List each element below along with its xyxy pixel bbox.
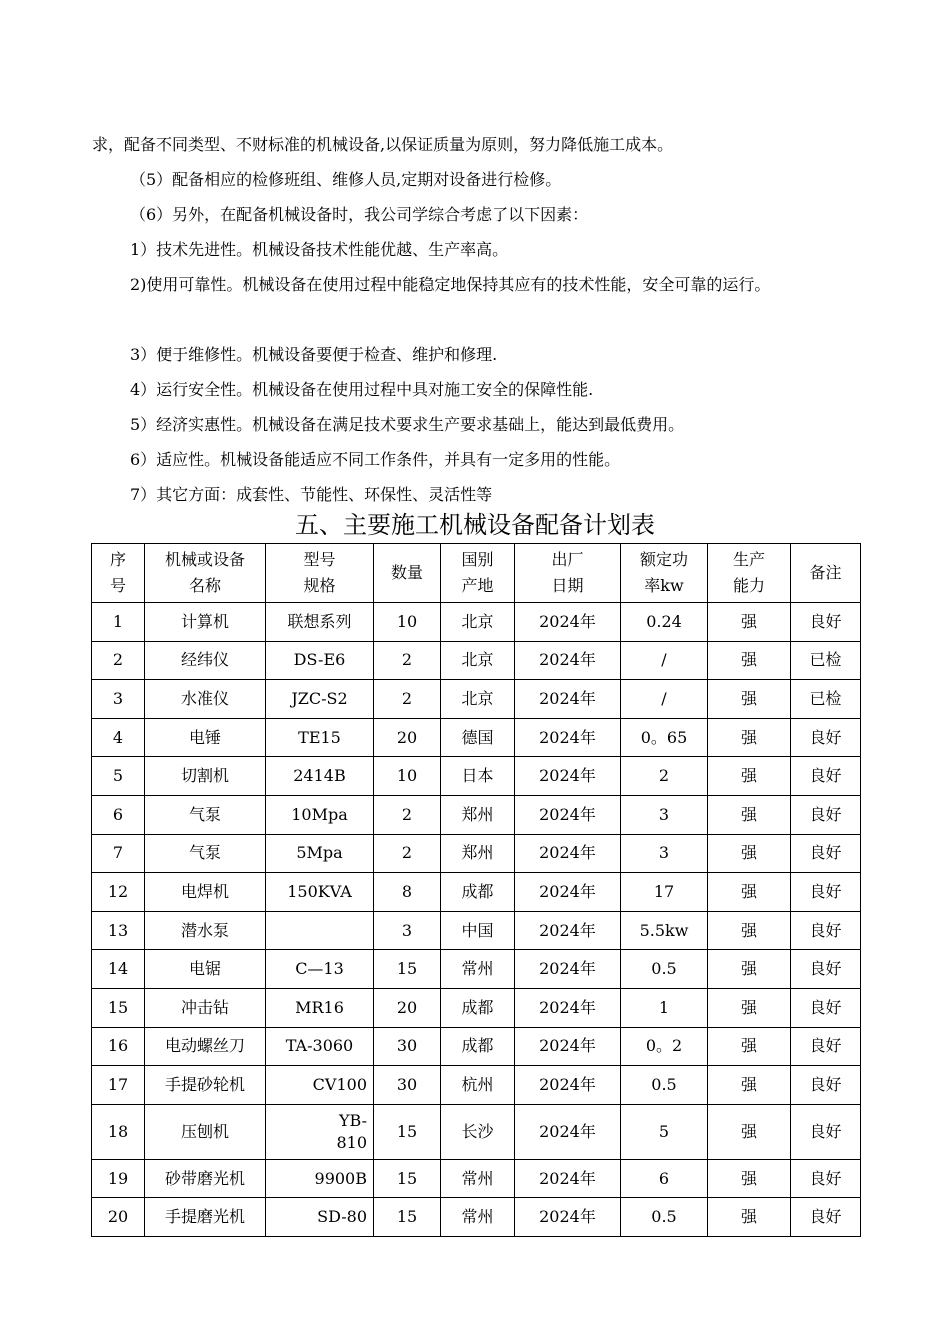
table-cell: 杭州 (441, 1066, 515, 1105)
header-cell (374, 544, 441, 603)
table-cell: 0.5 (621, 1198, 708, 1237)
table-cell: 15 (374, 1198, 441, 1237)
header-cell (92, 544, 145, 603)
table-cell: 强 (708, 834, 791, 873)
table-cell: 电锤 (145, 718, 266, 757)
table-cell: 2024年 (515, 1198, 621, 1237)
table-cell: 1 (621, 988, 708, 1027)
table-cell: 2024年 (515, 950, 621, 989)
table-cell: 常州 (441, 950, 515, 989)
table-cell: CV100 (266, 1066, 374, 1105)
table-cell: 2 (374, 641, 441, 680)
table-cell: 成都 (441, 1027, 515, 1066)
paragraph-factor-5: 5）经济实惠性。机械设备在满足技术要求生产要求基础上，能达到最低费用。 (130, 415, 685, 434)
table-cell: 手提砂轮机 (145, 1066, 266, 1105)
table-cell: 6 (92, 795, 145, 834)
table-cell: 良好 (791, 911, 861, 950)
table-row (92, 834, 861, 873)
table-cell: 强 (708, 680, 791, 719)
table-row (92, 1159, 861, 1198)
table-cell: 良好 (791, 757, 861, 796)
table-row (92, 641, 861, 680)
table-cell: 电焊机 (145, 873, 266, 912)
table-cell: 常州 (441, 1198, 515, 1237)
table-cell: 砂带磨光机 (145, 1159, 266, 1198)
table-cell: 2 (621, 757, 708, 796)
paragraph-factor-6: 6）适应性。机械设备能适应不同工作条件，并具有一定多用的性能。 (130, 450, 621, 469)
table-cell: 潜水泵 (145, 911, 266, 950)
table-cell: TE15 (266, 718, 374, 757)
table-cell: 手提磨光机 (145, 1198, 266, 1237)
table-cell: 16 (92, 1027, 145, 1066)
table-cell: 良好 (791, 1104, 861, 1159)
table-cell: 郑州 (441, 795, 515, 834)
table-cell: 2024年 (515, 757, 621, 796)
paragraph-cost: 求，配备不同类型、不财标准的机械设备,以保证质量为原则，努力降低施工成本。 (92, 135, 674, 154)
table-row (92, 911, 861, 950)
table-cell: 2 (374, 834, 441, 873)
table-cell: 5 (621, 1104, 708, 1159)
table-cell: 强 (708, 1027, 791, 1066)
table-row (92, 603, 861, 642)
table-cell: 3 (92, 680, 145, 719)
table-cell: 10 (374, 757, 441, 796)
table-cell: 0.24 (621, 603, 708, 642)
table-cell: 已检 (791, 680, 861, 719)
table-cell: 8 (374, 873, 441, 912)
table-cell: 中国 (441, 911, 515, 950)
header-line: 额定功 率kw (639, 550, 688, 595)
table-cell: 150KVA (266, 873, 374, 912)
table-cell: 30 (374, 1027, 441, 1066)
table-cell: 良好 (791, 834, 861, 873)
table-cell: 良好 (791, 1198, 861, 1237)
table-row (92, 988, 861, 1027)
header-line: 备注 (809, 563, 842, 582)
table-cell: 3 (621, 795, 708, 834)
table-cell: 成都 (441, 988, 515, 1027)
paragraph-maintenance-team: （5）配备相应的检修班组、维修人员,定期对设备进行检修。 (130, 170, 562, 189)
table-cell: 20 (92, 1198, 145, 1237)
table-cell: 切割机 (145, 757, 266, 796)
table-cell: 3 (374, 911, 441, 950)
header-line: 型号 规格 (303, 550, 336, 595)
table-cell: 强 (708, 911, 791, 950)
table-cell: 18 (92, 1104, 145, 1159)
table-row (92, 1104, 861, 1159)
table-cell: 0.5 (621, 1066, 708, 1105)
table-cell: 联想系列 (266, 603, 374, 642)
table-cell: 强 (708, 950, 791, 989)
header-cell (145, 544, 266, 603)
header-line: 出厂 日期 (551, 550, 584, 595)
table-cell: 6 (621, 1159, 708, 1198)
table-row (92, 950, 861, 989)
table-cell: 压刨机 (145, 1104, 266, 1159)
table-cell: 强 (708, 795, 791, 834)
table-cell: 德国 (441, 718, 515, 757)
table-row (92, 1198, 861, 1237)
table-cell: 2024年 (515, 911, 621, 950)
table-cell: 17 (621, 873, 708, 912)
table-cell: 9900B (266, 1159, 374, 1198)
paragraph-factor-4: 4）运行安全性。机械设备在使用过程中具对施工安全的保障性能. (130, 380, 594, 399)
table-cell: / (621, 680, 708, 719)
table-cell: 常州 (441, 1159, 515, 1198)
table-title: 五、主要施工机械设备配备计划表 (295, 511, 655, 539)
table-cell: 3 (621, 834, 708, 873)
table-cell: 强 (708, 1159, 791, 1198)
table-cell: 10 (374, 603, 441, 642)
table-cell: 30 (374, 1066, 441, 1105)
table-cell: 2024年 (515, 1159, 621, 1198)
table-cell: 2024年 (515, 718, 621, 757)
table-cell (266, 911, 374, 950)
table-cell: MR16 (266, 988, 374, 1027)
table-cell: 0。65 (621, 718, 708, 757)
table-row (92, 795, 861, 834)
header-cell (266, 544, 374, 603)
table-cell: 10Mpa (266, 795, 374, 834)
table-cell: 计算机 (145, 603, 266, 642)
table-cell: 2024年 (515, 988, 621, 1027)
table-cell: 13 (92, 911, 145, 950)
table-cell: 强 (708, 1104, 791, 1159)
table-cell: 强 (708, 988, 791, 1027)
header-cell (515, 544, 621, 603)
table-cell: 5.5kw (621, 911, 708, 950)
table-cell: 5 (92, 757, 145, 796)
header-cell (708, 544, 791, 603)
table-cell: 2024年 (515, 680, 621, 719)
table-cell: 北京 (441, 603, 515, 642)
table-cell: 良好 (791, 950, 861, 989)
table-cell: 郑州 (441, 834, 515, 873)
table-cell: 5Mpa (266, 834, 374, 873)
table-cell: 2024年 (515, 641, 621, 680)
table-cell: 2024年 (515, 873, 621, 912)
table-cell: 电锯 (145, 950, 266, 989)
table-row (92, 873, 861, 912)
table-cell: 14 (92, 950, 145, 989)
table-cell: 2024年 (515, 1066, 621, 1105)
table-cell: JZC-S2 (266, 680, 374, 719)
table-cell: 成都 (441, 873, 515, 912)
paragraph-factors-intro: （6）另外，在配备机械设备时，我公司学综合考虑了以下因素： (130, 205, 589, 224)
table-cell: 良好 (791, 988, 861, 1027)
table-cell: 12 (92, 873, 145, 912)
table-cell: 气泵 (145, 795, 266, 834)
table-row (92, 680, 861, 719)
paragraph-factor-3: 3）便于维修性。机械设备要便于检查、维护和修理. (130, 345, 498, 364)
table-cell: 2 (374, 680, 441, 719)
table-cell: 良好 (791, 795, 861, 834)
table-cell: 强 (708, 1198, 791, 1237)
table-cell: 15 (92, 988, 145, 1027)
table-cell: TA-3060 (266, 1027, 374, 1066)
table-cell: 15 (374, 1159, 441, 1198)
table-header-row (92, 544, 861, 603)
table-cell: C—13 (266, 950, 374, 989)
table-row (92, 757, 861, 796)
header-cell (621, 544, 708, 603)
table-cell: 强 (708, 1066, 791, 1105)
table-row (92, 718, 861, 757)
header-line: 机械或设备 名称 (164, 550, 245, 595)
table-cell: 良好 (791, 1027, 861, 1066)
table-cell: 强 (708, 641, 791, 680)
table-cell: 2024年 (515, 603, 621, 642)
table-cell: 强 (708, 757, 791, 796)
table-cell: 2 (92, 641, 145, 680)
table-cell: 2 (374, 795, 441, 834)
header-line: 生产 能力 (732, 550, 765, 595)
table-cell: 20 (374, 988, 441, 1027)
table-cell: 15 (374, 1104, 441, 1159)
header-line: 数量 (390, 563, 423, 582)
equipment-table (91, 543, 861, 1237)
table-cell: 电动螺丝刀 (145, 1027, 266, 1066)
table-cell: 17 (92, 1066, 145, 1105)
table-cell: YB- 810 (266, 1104, 374, 1159)
table-cell: 北京 (441, 641, 515, 680)
table-cell: 长沙 (441, 1104, 515, 1159)
table-cell: 15 (374, 950, 441, 989)
table-cell: 0.5 (621, 950, 708, 989)
table-cell: 经纬仪 (145, 641, 266, 680)
table-cell: / (621, 641, 708, 680)
table-cell: 0。2 (621, 1027, 708, 1066)
paragraph-factor-2: 2)使用可靠性。机械设备在使用过程中能稳定地保持其应有的技术性能，安全可靠的运行。 (130, 275, 771, 294)
table-cell: 强 (708, 718, 791, 757)
table-cell: 良好 (791, 1159, 861, 1198)
table-cell: 强 (708, 603, 791, 642)
table-cell: DS-E6 (266, 641, 374, 680)
table-cell: 北京 (441, 680, 515, 719)
table-cell: 冲击钻 (145, 988, 266, 1027)
table-cell: 日本 (441, 757, 515, 796)
table-row (92, 1027, 861, 1066)
table-cell: 良好 (791, 718, 861, 757)
table-cell: 气泵 (145, 834, 266, 873)
table-cell: 2024年 (515, 1027, 621, 1066)
header-line: 国别 产地 (461, 550, 494, 595)
table-cell: 已检 (791, 641, 861, 680)
table-cell: 20 (374, 718, 441, 757)
table-cell: 4 (92, 718, 145, 757)
table-cell: 水准仪 (145, 680, 266, 719)
table-row (92, 1066, 861, 1105)
table-cell: 1 (92, 603, 145, 642)
table-cell: 良好 (791, 603, 861, 642)
table-cell: 良好 (791, 873, 861, 912)
table-cell: 强 (708, 873, 791, 912)
table-cell: 19 (92, 1159, 145, 1198)
paragraph-factor-7: 7）其它方面：成套性、节能性、环保性、灵活性等 (130, 485, 493, 504)
table-cell: 良好 (791, 1066, 861, 1105)
table-cell: 2024年 (515, 1104, 621, 1159)
table-cell: 2414B (266, 757, 374, 796)
table-cell: 7 (92, 834, 145, 873)
table-cell: SD-80 (266, 1198, 374, 1237)
paragraph-factor-1: 1）技术先进性。机械设备技术性能优越、生产率高。 (130, 240, 509, 259)
header-line: 序 号 (109, 550, 126, 595)
table-cell: 2024年 (515, 834, 621, 873)
header-cell (791, 544, 861, 603)
header-cell (441, 544, 515, 603)
table-cell: 2024年 (515, 795, 621, 834)
